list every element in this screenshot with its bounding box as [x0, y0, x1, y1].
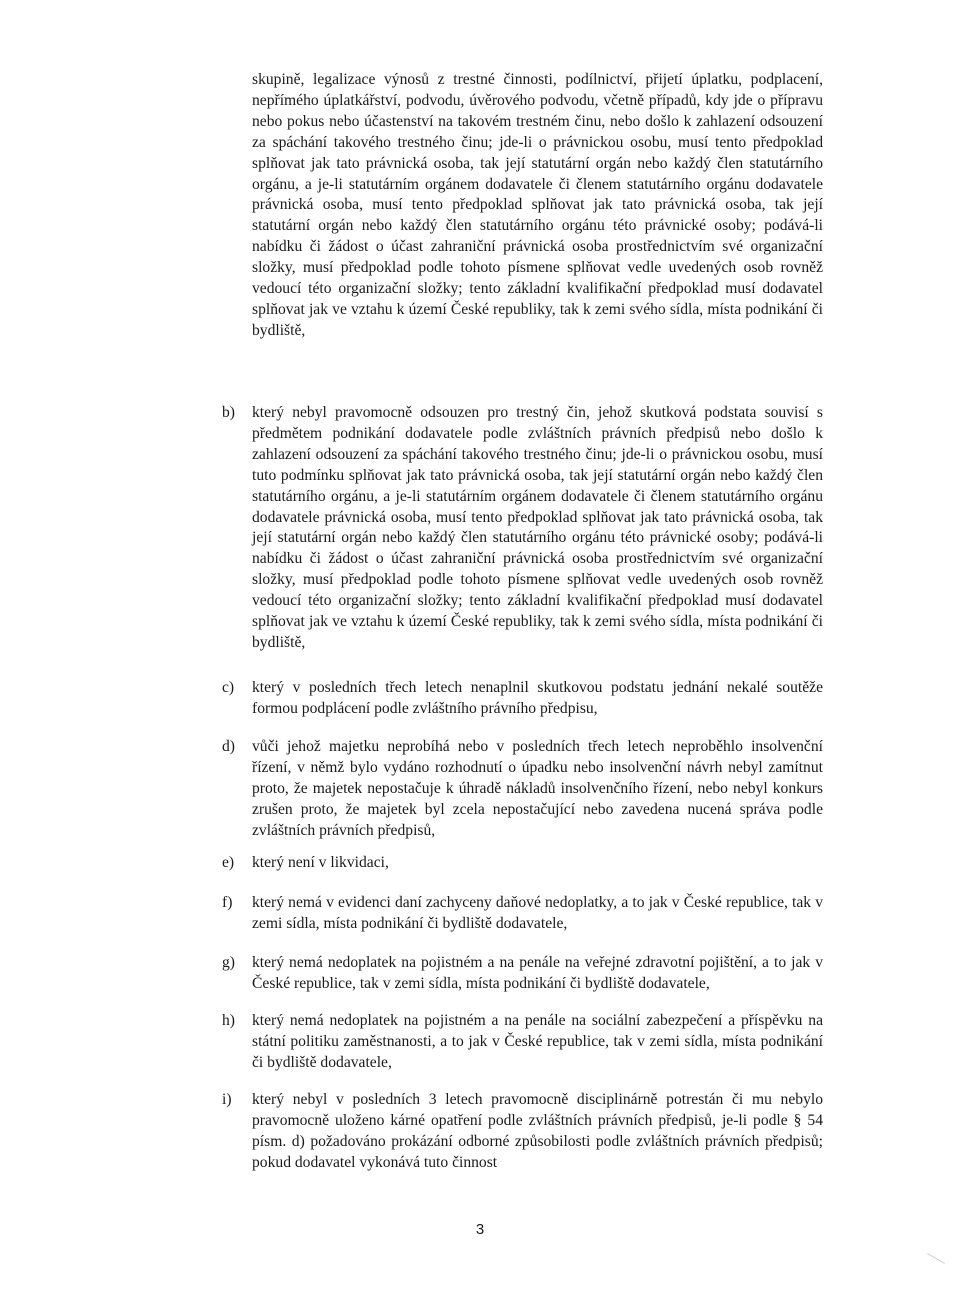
item-text: který nemá nedoplatek na pojistném a na penále na sociální zabezpečení a příspěvku na státní politiku zaměstnanosti, a to jak v České republice, tak v zemi sídla, místa podnikání či bydliště dodavatele,	[252, 1012, 823, 1071]
item-letter: g)	[222, 954, 235, 971]
item-letter: h)	[222, 1012, 235, 1029]
page-number: 3	[475, 1221, 485, 1238]
item-text: který nemá v evidenci daní zachyceny daňové nedoplatky, a to jak v České republice, tak v zemi sídla, místa podnikání či bydliště dodavatele,	[252, 894, 823, 932]
item-text: který v posledních třech letech nenaplnil skutkovou podstatu jednání nekalé soutěže formou podplácení podle zvláštního právního předpisu,	[252, 679, 823, 717]
item-text: který není v likvidaci,	[252, 854, 389, 871]
item-text: který nemá nedoplatek na pojistném a na penále na veřejné zdravotní pojištění, a to jak v České republice, tak v zemi sídla, místa podnikání či bydliště dodavatele,	[252, 954, 823, 992]
item-letter: e)	[222, 854, 235, 871]
item-letter: f)	[222, 894, 233, 911]
scan-artifact-mark	[927, 1253, 945, 1264]
item-letter: c)	[222, 679, 235, 696]
item-letter: i)	[222, 1091, 232, 1108]
item-text: vůči jehož majetku neprobíhá nebo v posledních třech letech neproběhlo insolvenční řízení, v němž bylo vydáno rozhodnutí o úpadku nebo insolvenční návrh nebyl zamítnut proto, že majetek nepostačuje k úhradě nákladů insolvenčního řízení, nebo nebyl konkurs zrušen proto, že majetek byl zcela nepostačující nebo zavedena nucená správa podle zvláštních právních předpisů,	[252, 738, 823, 839]
item-letter: b)	[222, 404, 235, 421]
item-text: který nebyl v posledních 3 letech pravomocně disciplinárně potrestán či mu nebylo pravomocně uloženo kárné opatření podle zvláštních právních předpisů, je-li podle § 54 písm. d) požadováno prokázání odborné způsobilosti podle zvláštních právních předpisů; pokud dodavatel vykonává tuto činnost	[252, 1091, 823, 1171]
item-text: který nebyl pravomocně odsouzen pro trestný čin, jehož skutková podstata souvisí s předmětem podnikání dodavatele podle zvláštních právních předpisů nebo došlo k zahlazení odsouzení za spáchání takového trestného činu; jde-li o právnickou osobu, musí tuto podmínku splňovat jak tato právnická osoba, tak její statutární orgán nebo každý člen statutárního orgánu, a je-li statutárním orgánem dodavatele či členem statutárního orgánu dodavatele právnická osoba, musí tento předpoklad splňovat jak tato právnická osoba, tak její statutární orgán nebo každý člen statutárního orgánu této právnické osoby; podává-li nabídku či žádost o účast zahraniční právnická osoba prostřednictvím své organizační složky, musí předpoklad podle tohoto písmene splňovat vedle uvedených osob rovněž vedoucí této organizační složky; tento základní kvalifikační předpoklad musí dodavatel splňovat jak ve vztahu k území České republiky, tak k zemi svého sídla, místa podnikání či bydliště,	[252, 404, 823, 651]
lead-paragraph: skupině, legalizace výnosů z trestné činnosti, podílnictví, přijetí úplatku, podplacení, nepřímého úplatkářství, podvodu, úvěrového podvodu, včetně případů, kdy jde o přípravu nebo pokus nebo účastenství na takovém trestném činu, nebo došlo k zahlazení odsouzení za spáchání takového trestného činu; jde-li o právnickou osobu, musí tento předpoklad splňovat jak tato právnická osoba, tak její statutární orgán nebo každý člen statutárního orgánu, a je-li statutárním orgánem dodavatele či členem statutárního orgánu dodavatele právnická osoba, musí tento předpoklad splňovat jak tato právnická osoba, tak její statutární orgán nebo každý člen statutárního orgánu této právnické osoby; podává-li nabídku či žádost o účast zahraniční právnická osoba prostřednictvím své organizační složky, musí předpoklad podle tohoto písmene splňovat vedle uvedených osob rovněž vedoucí této organizační složky; tento základní kvalifikační předpoklad musí dodavatel splňovat jak ve vztahu k území České republiky, tak k zemi svého sídla, místa podnikání či bydliště,	[252, 71, 823, 339]
item-letter: d)	[222, 738, 235, 755]
